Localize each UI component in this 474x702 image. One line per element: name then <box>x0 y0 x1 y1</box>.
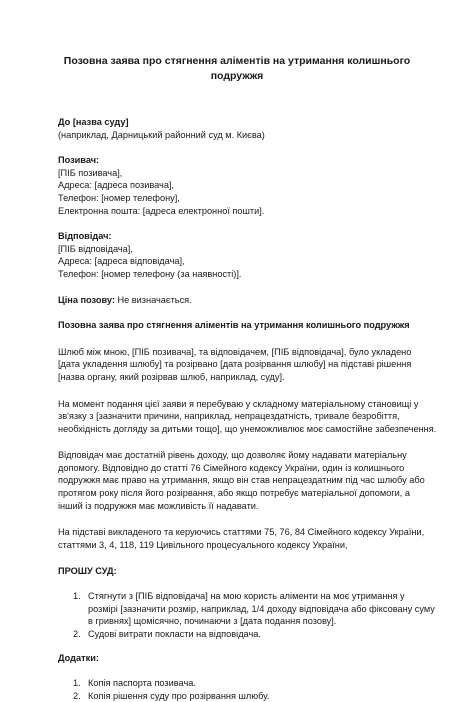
list-item <box>58 628 416 641</box>
paragraph-line: Шлюб між мною, [ПІБ позивача], та відповідачем, [ПІБ відповідача], було укладено <box>58 346 412 357</box>
plaintiff-phone: Телефон: [номер телефону], <box>58 192 180 203</box>
paragraph-defendant-income <box>58 449 425 512</box>
paragraph-line: [дата укладення шлюбу] та розірвано [дата розірвання шлюбу] на підставі рішення <box>58 359 412 370</box>
defendant-block <box>58 230 416 280</box>
defendant-address: Адреса: [адреса відповідача], <box>58 256 185 267</box>
plaintiff-email: Електронна пошта: [адреса електронної пошти]. <box>58 205 265 216</box>
court-label: До [назва суду] <box>58 117 129 127</box>
document-title <box>58 54 416 84</box>
list-item <box>58 677 416 690</box>
section-title: Позовна заява про стягнення аліментів на утримання колишнього подружжя <box>58 320 410 331</box>
list-number: 1. <box>73 678 81 688</box>
list-item <box>58 590 435 628</box>
plaintiff-label: Позивач: <box>58 155 100 166</box>
paragraph-line: Відповідач має достатній рівень доходу, що дозволяє йому надавати матеріальну <box>58 450 407 461</box>
paragraph-line: статтями 3, 4, 118, 119 Цивільного процесуального кодексу України, <box>58 539 348 550</box>
list-number: 1. <box>73 591 81 602</box>
list-line: Стягнути з [ПІБ відповідача] на мою користь аліменти на моє утримання у <box>88 591 405 602</box>
defendant-phone: Телефон: [номер телефону (за наявності)]. <box>58 268 242 279</box>
claim-price-label: Ціна позову: <box>58 294 115 305</box>
list-line: Судові витрати покласти на відповідача. <box>88 628 261 639</box>
paragraph-line: На підставі викладеного та керуючись статтями 75, 76, 84 Сімейного кодексу України, <box>58 527 425 538</box>
plaintiff-name: [ПІБ позивача], <box>58 167 123 178</box>
plaintiff-block <box>58 154 416 217</box>
list-line: Копія рішення суду про розірвання шлюбу. <box>88 690 270 701</box>
list-line: Копія паспорта позивача. <box>88 678 196 688</box>
court-block <box>58 116 416 141</box>
paragraph-line: зв'язку з [зазначити причини, наприклад, непрацездатність, тривале безробіття, <box>58 411 400 422</box>
paragraph-line: необхідність догляду за дитьми тощо], що унеможливлює моє самостійне забезпечення. <box>58 423 437 434</box>
paragraph-line: [назва органу, який розірвав шлюб, наприклад, суду]. <box>58 371 285 382</box>
claim-price-block <box>58 294 416 307</box>
paragraph-line: протягом року після його розірвання, або якщо потребує матеріальної допомоги, а <box>58 488 410 499</box>
title-line-1: Позовна заява про стягнення аліментів на утримання колишнього <box>63 55 411 67</box>
defendant-label: Відповідач: <box>58 231 112 242</box>
list-line: розмірі [зазначити розмір, наприклад, 1/4 доходу відповідача або фіксовану суму <box>88 603 435 614</box>
plaintiff-address: Адреса: [адреса позивача], <box>58 180 175 191</box>
paragraph-legal-basis <box>58 526 425 551</box>
request-list <box>58 590 435 640</box>
attachments-list <box>58 677 416 702</box>
paragraph-line: подружжя має право на утримання, якщо він став непрацездатним під час шлюбу або <box>58 475 425 486</box>
paragraph-situation <box>58 398 437 436</box>
paragraph-line: інший із подружжя має можливість її надавати. <box>58 500 259 511</box>
list-item <box>58 690 416 702</box>
court-example: (наприклад, Дарницький районний суд м. Києва) <box>58 129 265 140</box>
attachments-label: Додатки: <box>58 653 99 664</box>
list-line: в гривнях] щомісячно, починаючи з [дата подання позову]. <box>88 616 337 627</box>
list-number: 2. <box>73 690 81 701</box>
paragraph-marriage <box>58 346 416 384</box>
request-label: ПРОШУ СУД: <box>58 566 117 577</box>
title-line-2: подружжя <box>210 70 264 82</box>
list-number: 2. <box>73 628 81 639</box>
defendant-name: [ПІБ відповідача], <box>58 243 133 254</box>
paragraph-line: На момент подання цієї заяви я перебуваю у складному матеріальному становищі у <box>58 398 419 409</box>
claim-price-value: Не визначається. <box>114 294 192 305</box>
paragraph-line: допомогу. Відповідно до статті 76 Сімейного кодексу України, один із колишнього <box>58 462 405 473</box>
